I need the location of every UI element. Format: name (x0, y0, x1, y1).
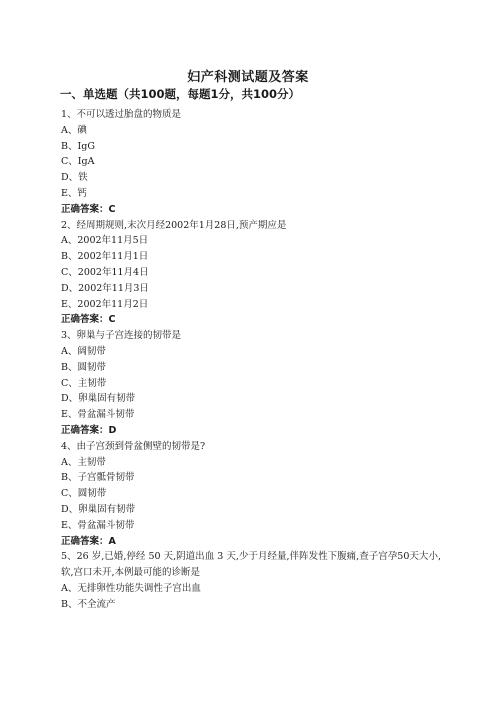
question-stem: 5、26 岁,已婚,停经 50 天,阴道出血 3 天,少于月经量,伴阵发性下腹痛,查子宫孕50天大小,软,宫口未开,本例最可能的诊断是 (61, 551, 441, 579)
option-c: C、圆韧带 (61, 488, 107, 500)
document-title: 妇产科测试题及答案 (187, 70, 309, 85)
option-a: A、阔韧带 (61, 345, 106, 357)
option-a: A、主韧带 (61, 456, 106, 468)
option-a: A、无排卵性功能失调性子宫出血 (61, 582, 201, 594)
option-b: B、IgG (61, 140, 95, 152)
correct-answer: 正确答案：A (61, 535, 116, 547)
option-a: A、碘 (61, 124, 87, 136)
correct-answer: 正确答案：C (61, 314, 116, 326)
correct-answer: 正确答案：D (61, 424, 117, 436)
option-b: B、不全流产 (61, 598, 116, 610)
option-d: D、卵巢固有韧带 (61, 503, 136, 515)
option-b: B、圆韧带 (61, 361, 106, 373)
option-e: E、骨盆漏斗韧带 (61, 409, 135, 421)
question-stem: 4、由子宫颈到骨盆侧壁的韧带是? (61, 440, 206, 452)
section-heading: 一、单选题（共100题，每题1分，共100分） (60, 87, 301, 101)
option-a: A、2002年11月5日 (61, 235, 149, 247)
question-list (61, 107, 441, 613)
option-c: C、IgA (61, 156, 95, 168)
option-b: B、子宫骶骨韧带 (61, 472, 135, 484)
question-stem: 2、经周期规则,末次月经2002年1月28日,预产期应是 (61, 219, 287, 231)
option-c: C、主韧带 (61, 377, 107, 389)
option-b: B、2002年11月1日 (61, 251, 149, 263)
option-d: D、2002年11月3日 (61, 282, 149, 294)
question-stem: 3、卵巢与子宫连接的韧带是 (61, 330, 182, 342)
option-e: E、2002年11月2日 (61, 298, 149, 310)
option-c: C、2002年11月4日 (61, 266, 149, 278)
option-d: D、卵巢固有韧带 (61, 393, 136, 405)
option-d: D、铁 (61, 172, 88, 184)
correct-answer: 正确答案：C (61, 203, 116, 215)
option-e: E、钙 (61, 187, 87, 199)
question-stem: 1、不可以透过胎盘的物质是 (61, 109, 182, 120)
option-e: E、骨盆漏斗韧带 (61, 519, 135, 531)
